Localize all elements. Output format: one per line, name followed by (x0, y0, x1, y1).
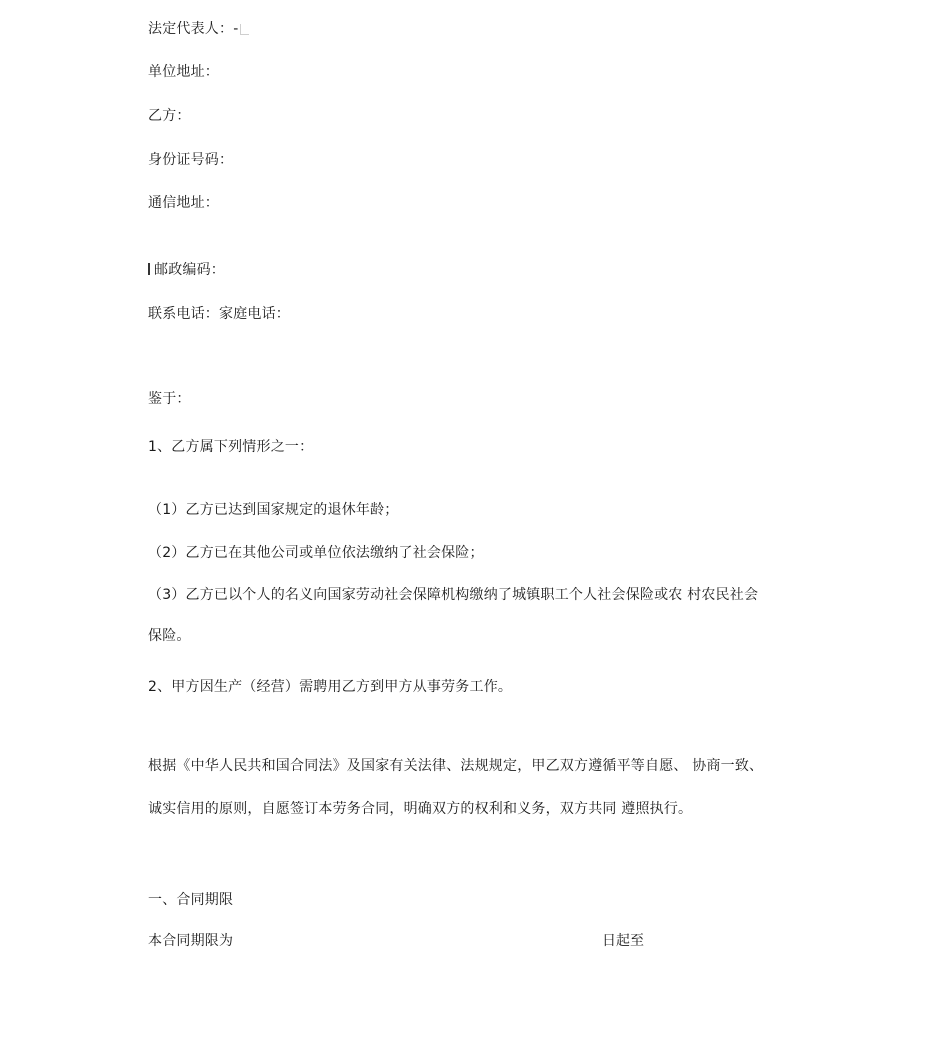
section-1-heading: 一、合同期限 (148, 892, 234, 908)
postal-code-label: 邮政编码： (154, 262, 225, 278)
company-address-line: 单位地址： (148, 64, 219, 80)
whereas-subitem-3-line2: 保险。 (148, 628, 191, 644)
contract-term-start-suffix: 日起至 (602, 933, 644, 949)
party-b-line: 乙方： (148, 108, 191, 124)
whereas-subitem-2: （2）乙方已在其他公司或单位依法缴纳了社会保险； (148, 545, 484, 561)
legal-representative-line (148, 19, 249, 39)
legal-basis-line2: 诚实信用的原则，自愿签订本劳务合同，明确双方的权利和义务，双方共同 遵照执行。 (148, 801, 693, 817)
legal-representative-label: 法定代表人：- (148, 21, 239, 37)
whereas-item-1: 1、乙方属下列情形之一： (148, 439, 314, 455)
legal-basis-line1: 根据《中华人民共和国合同法》及国家有关法律、法规规定，甲乙双方遵循平等自愿、 协商一致、 (148, 758, 764, 774)
whereas-subitem-1: （1）乙方已达到国家规定的退休年龄； (148, 502, 399, 518)
mail-address-line: 通信地址： (148, 195, 219, 211)
vertical-bar-mark (148, 263, 150, 275)
phone-line: 联系电话：家庭电话： (148, 306, 290, 322)
contract-term-label: 本合同期限为 (148, 933, 234, 949)
postal-code-line (148, 260, 225, 280)
blank-fill-box (240, 24, 249, 35)
whereas-item-2: 2、甲方因生产（经营）需聘用乙方到甲方从事劳务工作。 (148, 679, 513, 695)
whereas-title: 鉴于： (148, 391, 191, 407)
id-number-line: 身份证号码： (148, 152, 234, 168)
whereas-subitem-3-line1: （3）乙方已以个人的名义向国家劳动社会保障机构缴纳了城镇职工个人社会保险或农 村农民社会 (148, 587, 759, 603)
